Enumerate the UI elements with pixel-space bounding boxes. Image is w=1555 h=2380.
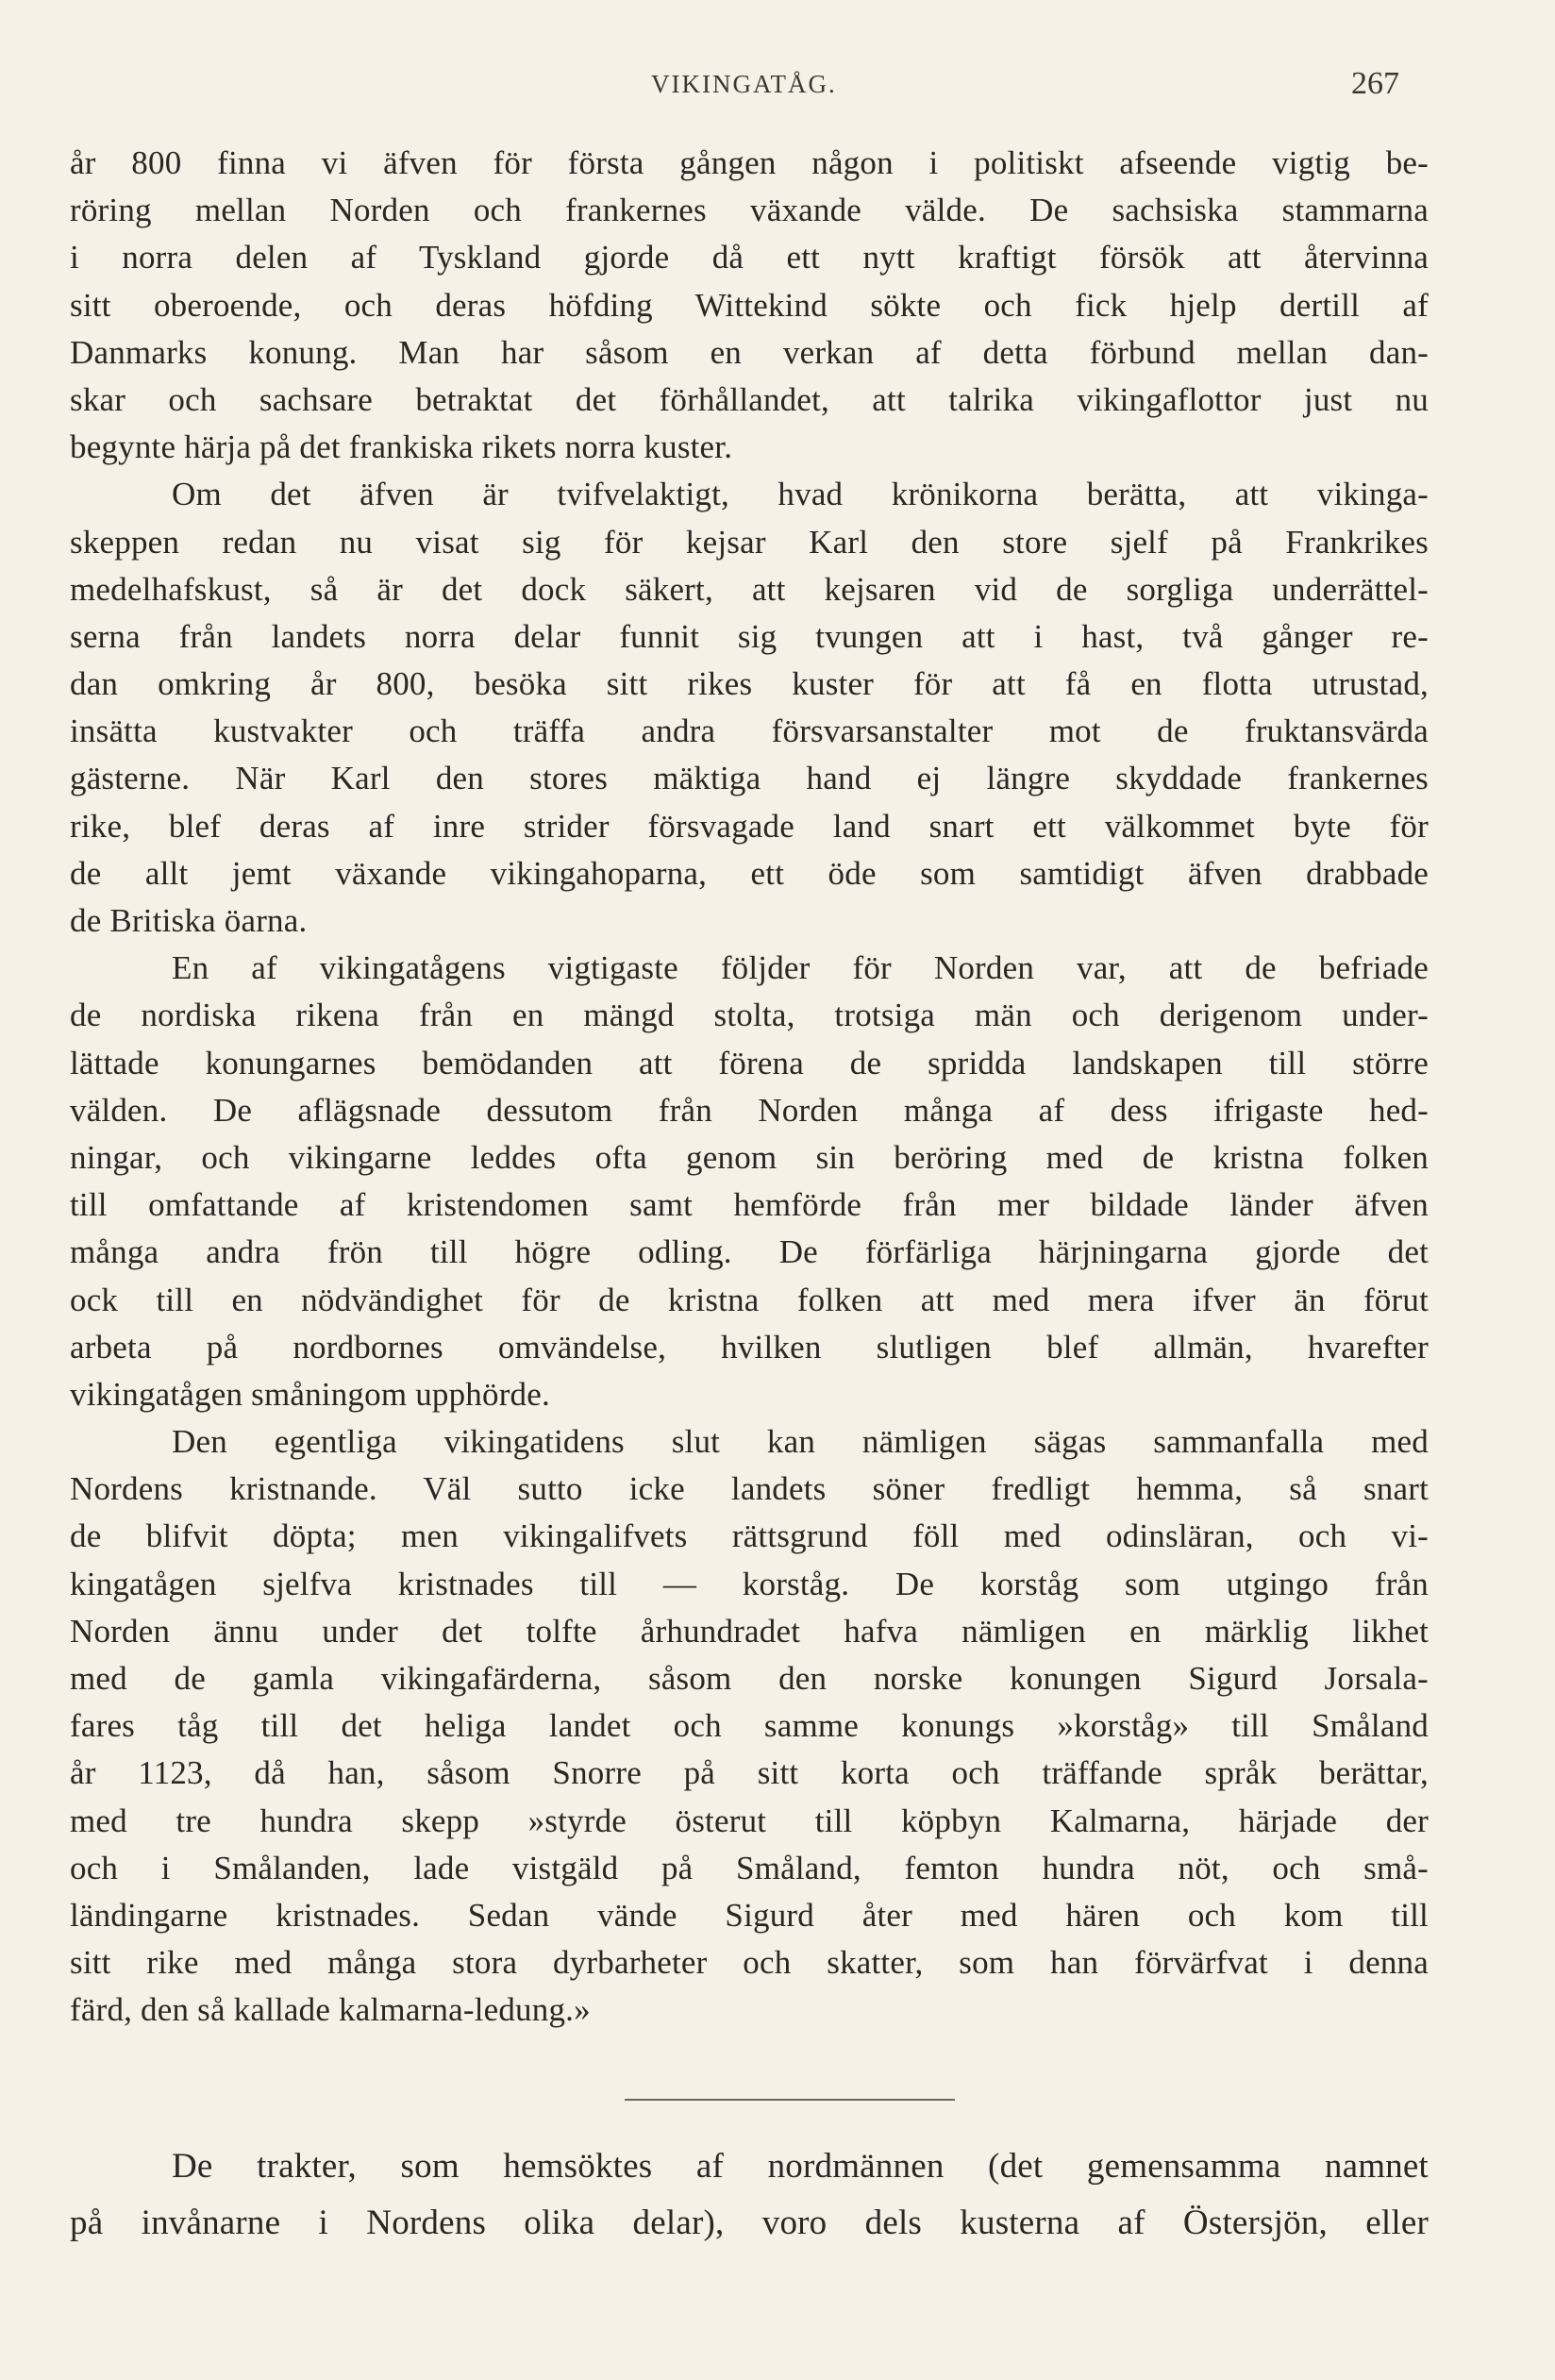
text-line: år 1123, då han, såsom Snorre på sitt korta och träffande språk berättar, (70, 1754, 1429, 1792)
text-line: vikingatågen småningom upphörde. (70, 1375, 550, 1413)
text-line: sitt oberoende, och deras höfding Wittekind sökte och fick hjelp dertill af (70, 286, 1429, 324)
text-line: lättade konungarnes bemödanden att förena de spridda landskapen till större (70, 1044, 1429, 1081)
footnote (70, 2138, 1429, 2252)
text-line: Nordens kristnande. Väl sutto icke landets söner fredligt hemma, så snart (70, 1470, 1429, 1508)
text-line: serna från landets norra delar funnit sig tvungen att i hast, två gånger re- (70, 617, 1429, 655)
text-line: En af vikingatågens vigtigaste följder för Norden var, att de befriade (172, 949, 1429, 987)
text-line: de allt jemt växande vikingahoparna, ett öde som samtidigt äfven drabbade (70, 854, 1429, 892)
footnote-line: på invånarne i Nordens olika delar), voro dels kusterna af Östersjön, eller (70, 2204, 1429, 2242)
text-line: de blifvit döpta; men vikingalifvets rättsgrund föll med odinsläran, och vi- (70, 1517, 1429, 1555)
text-line: med tre hundra skepp »styrde österut till köpbyn Kalmarna, härjade der (70, 1802, 1429, 1839)
text-line: med de gamla vikingafärderna, såsom den norske konungen Sigurd Jorsala- (70, 1660, 1429, 1697)
text-line: ländingarne kristnades. Sedan vände Sigurd åter med hären och kom till (70, 1896, 1429, 1934)
text-line: Danmarks konung. Man har såsom en verkan af detta förbund mellan dan- (70, 333, 1429, 371)
text-line: i norra delen af Tyskland gjorde då ett nytt kraftigt försök att återvinna (70, 239, 1429, 277)
text-line: många andra frön till högre odling. De förfärliga härjningarna gjorde det (70, 1233, 1429, 1271)
text-line: dan omkring år 800, besöka sitt rikes kuster för att få en flotta utrustad, (70, 665, 1429, 703)
text-line: skeppen redan nu visat sig för kejsar Karl den store sjelf på Frankrikes (70, 523, 1429, 561)
text-line: Norden ännu under det tolfte århundradet hafva nämligen en märklig likhet (70, 1612, 1429, 1650)
page-number: 267 (1351, 66, 1399, 101)
text-line: rike, blef deras af inre strider försvagade land snart ett välkommet byte för (70, 807, 1429, 845)
text-line: skar och sachsare betraktat det förhållandet, att talrika vikingaflottor just nu (70, 380, 1429, 418)
text-line: fares tåg till det heliga landet och samme konungs »korståg» till Småland (70, 1707, 1429, 1745)
text-line: år 800 finna vi äfven för första gången någon i politiskt afseende vigtig be- (70, 144, 1429, 181)
text-line: till omfattande af kristendomen samt hemförde från mer bildade länder äfven (70, 1186, 1429, 1224)
body-text (70, 140, 1429, 2035)
text-line: Om det äfven är tvifvelaktigt, hvad krönikorna berätta, att vikinga- (172, 476, 1429, 513)
footnote-divider (625, 2099, 955, 2101)
text-line: ock till en nödvändighet för de kristna folken att med mera ifver än förut (70, 1281, 1429, 1318)
text-line: och i Smålanden, lade vistgäld på Småland, femton hundra nöt, och små- (70, 1849, 1429, 1886)
text-line: de Britiska öarna. (70, 902, 308, 939)
text-line: Den egentliga vikingatidens slut kan nämligen sägas sammanfalla med (172, 1423, 1429, 1461)
footnote-line: De trakter, som hemsöktes af nordmännen (det gemensamma namnet (172, 2147, 1429, 2186)
text-line: arbeta på nordbornes omvändelse, hvilken slutligen blef allmän, hvarefter (70, 1328, 1429, 1366)
page-header (0, 66, 1555, 108)
text-line: begynte härja på det frankiska rikets norra kuster. (70, 428, 733, 466)
running-title: VIKINGATÅG. (651, 70, 837, 98)
text-line: kingatågen sjelfva kristnades till — korståg. De korståg som utgingo från (70, 1565, 1429, 1602)
text-line: de nordiska rikena från en mängd stolta, trotsiga män och derigenom under- (70, 997, 1429, 1034)
text-line: färd, den så kallade kalmarna-ledung.» (70, 1991, 591, 2029)
text-line: sitt rike med många stora dyrbarheter och skatter, som han förvärfvat i denna (70, 1944, 1429, 1982)
text-line: välden. De aflägsnade dessutom från Norden många af dess ifrigaste hed- (70, 1091, 1429, 1129)
text-line: medelhafskust, så är det dock säkert, att kejsaren vid de sorgliga underrättel- (70, 570, 1429, 608)
text-line: röring mellan Norden och frankernes växande välde. De sachsiska stammarna (70, 192, 1429, 229)
text-line: gästerne. När Karl den stores mäktiga hand ej längre skyddade frankernes (70, 760, 1429, 797)
text-line: insätta kustvakter och träffa andra försvarsanstalter mot de fruktansvärda (70, 712, 1429, 750)
text-line: ningar, och vikingarne leddes ofta genom sin beröring med de kristna folken (70, 1138, 1429, 1176)
